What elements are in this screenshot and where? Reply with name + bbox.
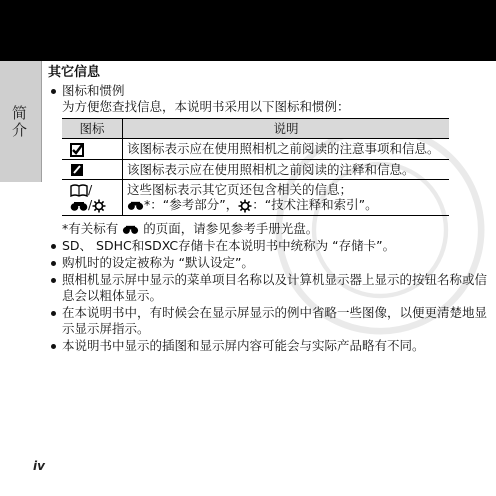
binoculars-icon — [127, 200, 144, 211]
main-content — [48, 64, 488, 355]
gear-icon — [238, 199, 252, 213]
table-desc-cell: 该图标表示应在使用照相机之前阅读的注意事项和信息。 — [123, 139, 450, 160]
checkmark-box-icon — [70, 143, 84, 157]
binoculars-icon — [70, 200, 88, 212]
table-header-row — [62, 119, 449, 139]
table-desc-cell: 该图标表示应在使用照相机之前阅读的注释和信息。 — [123, 159, 450, 180]
list-item: 照相机显示屏中显示的菜单项目名称以及计算机显示器上显示的按钮名称或信息会以粗体显示。 — [48, 272, 488, 304]
slash-separator: / — [88, 197, 93, 212]
list-item: 在本说明书中，有时候会在显示屏显示的例中省略一些图像，以便更清楚地显示显示屏指示。 — [48, 305, 488, 337]
desc-line1: 这些图标表示其它页还包含相关的信息； — [127, 182, 353, 197]
table-header-desc: 说明 — [123, 119, 450, 139]
page-number: iv — [33, 459, 45, 473]
gear-icon — [92, 199, 106, 213]
slash-separator: / — [88, 182, 93, 197]
note-text-a: *有关标有 — [62, 220, 119, 236]
reference-note — [48, 220, 488, 237]
binoculars-icon — [122, 224, 139, 235]
legend-intro: 为方便您查找信息，本说明书采用以下图标和惯例： — [62, 99, 350, 114]
note-text-b: 的页面，请参见参考手册光盘。 — [143, 220, 319, 236]
table-icon-cell — [62, 180, 123, 216]
list-item: 购机时的设定被称为 “默认设定”。 — [48, 255, 488, 271]
list-item: SD、 SDHC和SDXC存储卡在本说明书中统称为 “存储卡”。 — [48, 238, 488, 254]
table-row — [62, 139, 449, 160]
list-item: 本说明书中显示的插图和显示屏内容可能会与实际产品略有不同。 — [48, 338, 488, 354]
ref-section-label: *：“参考部分”， — [144, 197, 239, 212]
table-desc-cell — [123, 180, 450, 216]
table-icon-cell — [62, 159, 123, 180]
legend-table — [62, 118, 449, 216]
table-icon-cell — [62, 139, 123, 160]
book-icon — [70, 184, 88, 197]
legend-bullet: 图标和惯例 — [48, 83, 488, 99]
table-row — [62, 159, 449, 180]
side-tab — [0, 61, 42, 182]
table-row — [62, 180, 449, 216]
side-tab-label: 简介 — [10, 105, 28, 139]
tech-notes-label: ：“技术注释和索引”。 — [252, 197, 378, 212]
section-title: 其它信息 — [48, 65, 101, 80]
table-header-icon: 图标 — [62, 119, 123, 139]
pencil-note-icon — [70, 163, 84, 177]
top-black-bar — [0, 0, 496, 61]
